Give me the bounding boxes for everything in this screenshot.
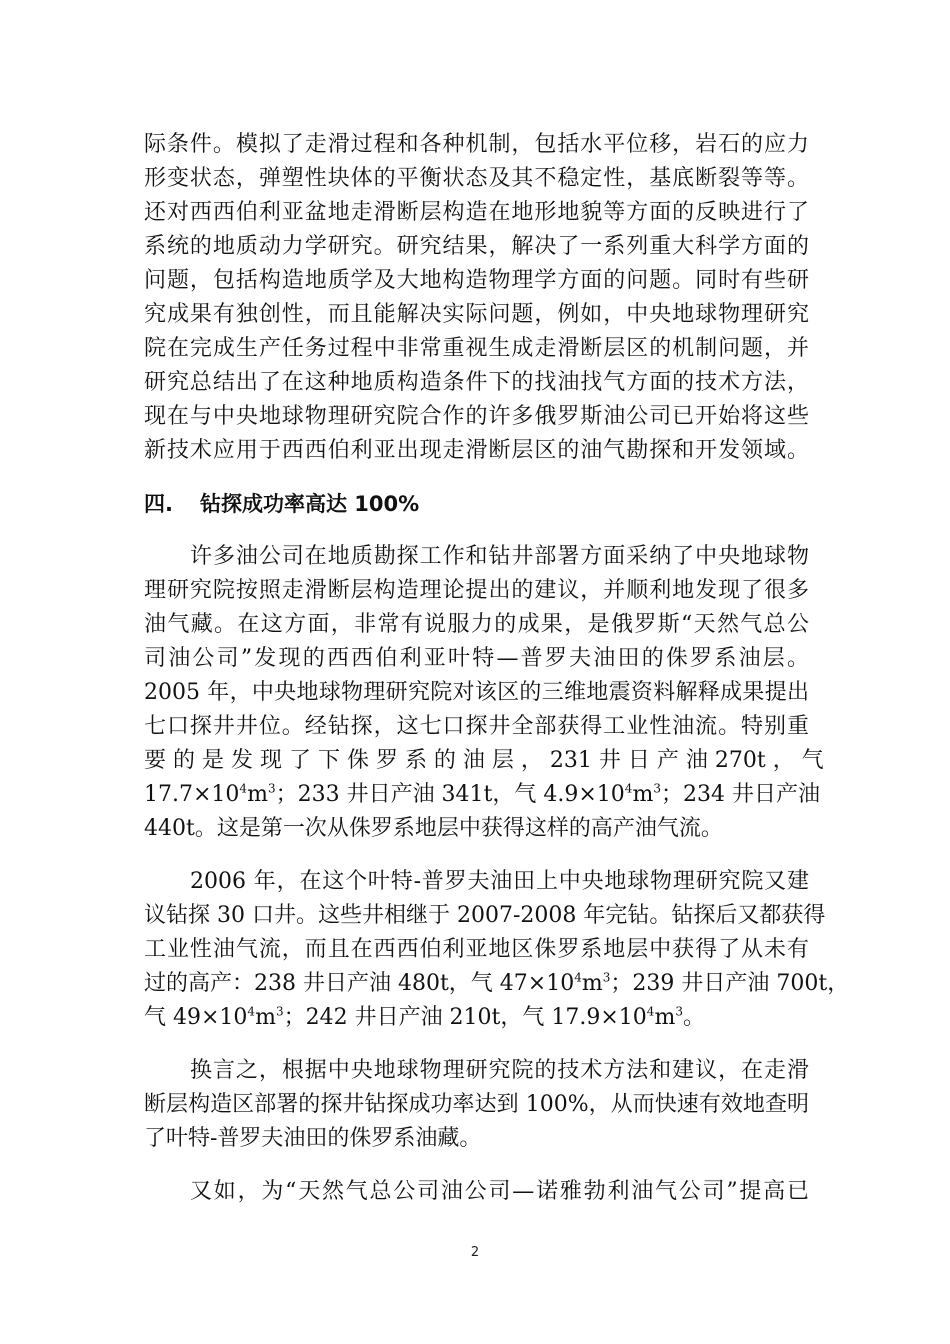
superscript: 4 (574, 970, 582, 985)
body-line: 究成果有独创性，而且能解决实际问题，例如，中央地球物理研究 (144, 302, 809, 327)
body-line: 许多油公司在地质勘探工作和钻井部署方面采纳了中央地球物 (190, 544, 809, 569)
text-run: m (654, 1005, 676, 1030)
section-number: 四. (144, 492, 173, 516)
superscript: 3 (275, 1004, 284, 1019)
text-run: 17.7×10 (144, 782, 240, 807)
page-number: 2 (470, 1245, 480, 1260)
body-line-with-units (144, 778, 820, 812)
body-line: 工业性油气流，而且在西西伯利亚地区侏罗系地层中获得了从未有 (144, 937, 809, 962)
text-run: ；239 井日产油 700t， (610, 971, 850, 996)
text-run: 气 49×10 (144, 1005, 248, 1030)
superscript: 4 (624, 781, 633, 796)
section-heading (144, 487, 419, 521)
text-run: ；242 井日产油 210t，气 17.9×10 (283, 1005, 647, 1030)
superscript: 3 (653, 781, 661, 796)
body-line: 了叶特-普罗夫油田的侏罗系油藏。 (144, 1126, 482, 1151)
body-line: 现在与中央地球物理研究院合作的许多俄罗斯油公司已开始将这些 (144, 404, 809, 429)
text-run: 。 (682, 1005, 705, 1030)
body-line: 司油公司”发现的西西伯利亚叶特—普罗夫油田的侏罗系油层。 (144, 646, 809, 671)
body-line: 问题，包括构造地质学及大地构造物理学方面的问题。同时有些研 (144, 268, 809, 293)
body-line: 议钻探 30 口井。这些井相继于 2007-2008 年完钻。钻探后又都获得 (144, 903, 826, 928)
text-run: ；233 井日产油 341t，气 4.9×10 (275, 782, 625, 807)
body-line: 440t。这是第一次从侏罗系地层中获得这样的高产油气流。 (144, 816, 723, 841)
body-line: 形变状态，弹塑性块体的平衡状态及其不稳定性，基底断裂等等。 (144, 166, 809, 191)
superscript: 3 (602, 970, 611, 985)
section-title: 钻探成功率高达 100% (200, 492, 420, 516)
body-line: 要 的 是 发 现 了 下 侏 罗 系 的 油 层 ， 231 井 日 产 油 270t ， 气 (144, 748, 824, 773)
body-line: 际条件。模拟了走滑过程和各种机制，包括水平位移，岩石的应力 (144, 132, 809, 157)
body-line: 又如，为“天然气总公司油公司—诺雅勃利油气公司”提高已 (190, 1179, 809, 1204)
body-line-with-units (144, 1001, 809, 1035)
superscript: 3 (267, 781, 276, 796)
body-line-with-units (144, 967, 850, 1001)
text-run: m (255, 1005, 276, 1030)
body-line: 换言之，根据中央地球物理研究院的技术方法和建议，在走滑 (190, 1058, 809, 1083)
body-line: 院在完成生产任务过程中非常重视生成走滑断层区的机制问题，并 (144, 336, 809, 361)
superscript: 4 (646, 1004, 655, 1019)
body-line: 理研究院按照走滑断层构造理论提出的建议，并顺利地发现了很多 (144, 578, 809, 603)
body-line: 2005 年，中央地球物理研究院对该区的三维地震资料解释成果提出 (144, 680, 809, 705)
body-line: 还对西西伯利亚盆地走滑断层构造在地形地貌等方面的反映进行了 (144, 200, 809, 225)
body-line: 2006 年，在这个叶特-普罗夫油田上中央地球物理研究院又建 (190, 869, 809, 894)
text-run: m (581, 971, 603, 996)
body-line: 油气藏。在这方面，非常有说服力的成果，是俄罗斯“天然气总公 (144, 612, 809, 637)
text-run: 过的高产：238 井日产油 480t，气 47×10 (144, 971, 575, 996)
text-run: m (632, 782, 654, 807)
body-line: 新技术应用于西西伯利亚出现走滑断层区的油气勘探和开发领域。 (144, 438, 809, 463)
body-line: 研究总结出了在这种地质构造条件下的找油找气方面的技术方法， (144, 370, 809, 395)
body-line: 断层构造区部署的探井钻探成功率达到 100%，从而快速有效地查明 (144, 1092, 809, 1117)
body-line: 系统的地质动力学研究。研究结果，解决了一系列重大科学方面的 (144, 234, 809, 259)
superscript: 4 (239, 781, 248, 796)
superscript: 4 (247, 1004, 256, 1019)
text-run: ；234 井日产油 (660, 782, 820, 807)
body-line: 七口探井井位。经钻探，这七口探井全部获得工业性油流。特别重 (144, 714, 809, 739)
text-run: m (247, 782, 268, 807)
superscript: 3 (675, 1004, 683, 1019)
